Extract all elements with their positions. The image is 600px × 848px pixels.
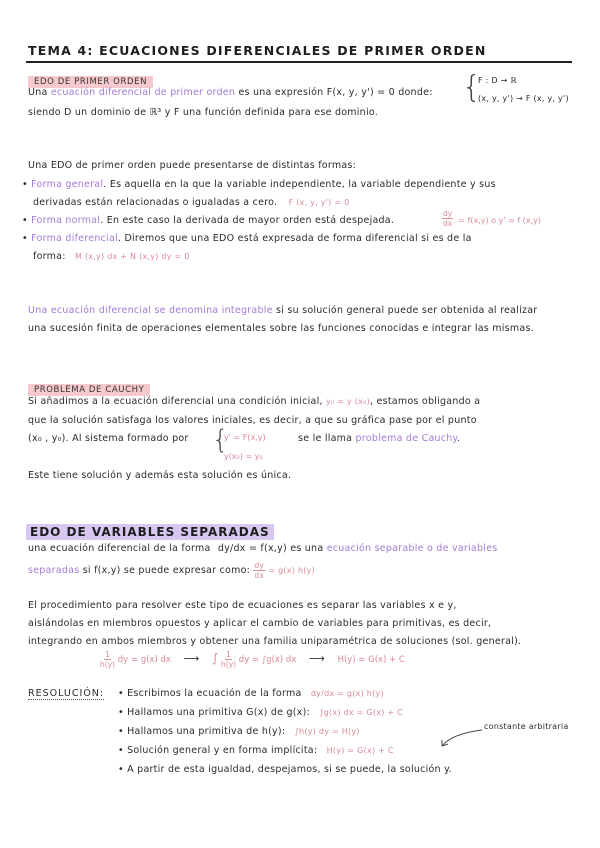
fraction-numerator: 1 — [226, 650, 231, 659]
forma-general-text: . Es aquella en la que la variable independiente, la variable dependiente y sus — [103, 179, 496, 190]
cauchy-line4: Este tiene solución y además esta solución es única. — [28, 470, 292, 481]
annotation-constante-arbitraria: constante arbitraria — [484, 722, 569, 731]
step-2 — [118, 707, 403, 718]
fraction-1-over-hy — [100, 650, 115, 669]
equation-step3: H(y) = G(x) + C — [337, 655, 405, 665]
fraction-denominator: h(y) — [100, 660, 116, 669]
cauchy-line3-start: (x₀ , y₀). Al sistema formado por — [28, 433, 189, 444]
step-formula: H(y) = G(x) + C — [326, 746, 394, 755]
s1-line1-start: Una — [28, 87, 48, 98]
separation-equation — [100, 650, 405, 669]
section-heading-variables-separadas — [26, 521, 274, 540]
resolucion-label-text: RESOLUCIÓN: — [28, 688, 105, 699]
arrow-icon: ⟶ — [309, 652, 325, 665]
fraction-dy-dx — [442, 209, 453, 228]
cauchy-line1-end: , estamos obligando a — [369, 396, 481, 407]
bullet-forma-normal — [22, 215, 394, 226]
cauchy-line3-end — [298, 433, 460, 444]
separadas-line2-text: si f(x,y) se puede expresar como: — [82, 565, 251, 576]
procedure-line1: El procedimiento para resolver este tipo de ecuaciones es separar las variables x e y, — [28, 600, 457, 611]
cauchy-line1 — [28, 396, 480, 407]
fraction-numerator: dy — [443, 209, 453, 218]
forma-general-line2 — [33, 197, 349, 208]
s1-line2: siendo D un dominio de ℝ³ y F una función definida para ese dominio. — [28, 107, 379, 118]
term-forma-general: Forma general — [31, 179, 104, 190]
title-underline — [26, 61, 572, 63]
formula-forma-diferencial: M (x,y) dx + N (x,y) dy = 0 — [74, 252, 190, 261]
heading-text: EDO DE PRIMER ORDEN — [28, 76, 153, 88]
procedure-line2: aislándolas en miembros opuestos y aplicar el cambio de variables para primitivas, es decir, — [28, 618, 492, 629]
page-title: TEMA 4: ECUACIONES DIFERENCIALES DE PRIMER ORDEN — [28, 43, 487, 58]
term-forma-diferencial: Forma diferencial — [31, 233, 118, 244]
step-4 — [118, 745, 394, 756]
forma-general-line2-text: derivadas están relacionadas o igualadas a cero. — [33, 197, 278, 208]
separadas-line1 — [28, 543, 497, 554]
cauchy-line1-start: Si añadimos a la ecuación diferencial una condición inicial, — [28, 396, 323, 407]
bullet-dot: • — [22, 233, 28, 244]
integrable-line2: una sucesión finita de operaciones elementales sobre las funciones conocidas e integrar las mismas. — [28, 323, 534, 334]
step-1 — [118, 688, 384, 699]
term-edo-primer-orden: ecuación diferencial de primer orden — [50, 87, 236, 98]
equation-step1: dy = g(x) dx — [117, 655, 171, 665]
term-integrable: Una ecuación diferencial se denomina integrable — [28, 305, 273, 316]
separable-equation: = g(x) h(y) — [268, 566, 315, 575]
step-formula: dy/dx = g(x) h(y) — [310, 689, 384, 698]
equation-step2: dy = ∫g(x) dx — [238, 655, 297, 665]
bullet-forma-diferencial — [22, 233, 472, 244]
fraction-dy-dx — [253, 561, 265, 580]
forms-intro: Una EDO de primer orden puede presentarse de distintas formas: — [28, 160, 357, 171]
system-eq1: y' = F(x,y) — [224, 433, 266, 442]
formula-separable — [253, 561, 315, 580]
heading-text: PROBLEMA DE CAUCHY — [28, 384, 150, 396]
fraction-denominator: h(y) — [221, 660, 237, 669]
term-separadas: separadas — [28, 565, 80, 576]
cauchy-line2: que la solución satisfaga los valores iniciales, es decir, a que su gráfica pase por el punto — [28, 415, 477, 426]
bullet-dot: • — [118, 764, 124, 775]
dy-dx-slash: dy/dx — [217, 543, 246, 554]
separadas-line2 — [28, 561, 315, 580]
section-heading-edo-primer-orden — [28, 69, 153, 88]
heading-text: EDO DE VARIABLES SEPARADAS — [26, 524, 274, 540]
step-formula: ∫h(y) dy = H(y) — [294, 727, 360, 736]
bullet-dot: • — [118, 726, 124, 737]
term-forma-normal: Forma normal — [31, 215, 101, 226]
section-heading-cauchy — [28, 377, 150, 396]
bullet-dot: • — [22, 179, 28, 190]
arrow-icon: ⟶ — [183, 652, 200, 665]
system-eq2: y(x₀) = y₀ — [224, 452, 263, 461]
s1-line1 — [28, 87, 433, 98]
term-ecuacion-separable: ecuación separable o de variables — [326, 543, 498, 554]
formula-initial-condition: y₀ = y (x₀) — [326, 397, 370, 406]
bullet-dot: • — [118, 745, 124, 756]
cauchy-label-text: se le llama — [298, 433, 353, 444]
step-text: Hallamos una primitiva G(x) de g(x): — [127, 707, 310, 718]
forma-diferencial-label: forma: — [33, 251, 66, 262]
step-text: Hallamos una primitiva de h(y): — [127, 726, 286, 737]
step-text: A partir de esta igualdad, despejamos, si se puede, la solución y. — [127, 764, 452, 775]
s1-line1-end: es una expresión F(x, y, y') = 0 donde: — [238, 87, 433, 98]
fraction-numerator: dy — [254, 561, 265, 570]
resolucion-label — [28, 688, 104, 699]
formula-forma-general: F (x, y, y') = 0 — [288, 198, 350, 207]
forma-normal-text: . En este caso la derivada de mayor orden está despejada. — [100, 215, 395, 226]
forma-diferencial-line2 — [33, 251, 190, 262]
step-5 — [118, 764, 452, 775]
term-problema-cauchy: problema de Cauchy — [355, 433, 458, 444]
separadas-line1-mid: = f(x,y) es una — [248, 543, 324, 554]
step-text: Escribimos la ecuación de la forma — [127, 688, 302, 699]
bullet-dot: • — [118, 707, 124, 718]
system-brace: { — [212, 425, 229, 455]
fraction-numerator: 1 — [105, 650, 110, 659]
procedure-line3: integrando en ambos miembros y obtener una familia uniparamétrica de soluciones (sol. general). — [28, 636, 522, 647]
step-text: Solución general y en forma implícita: — [127, 745, 318, 756]
separadas-line1-start: una ecuación diferencial de la forma — [28, 543, 211, 554]
step-3 — [118, 726, 360, 737]
cauchy-period: . — [457, 433, 461, 444]
integrable-line1 — [28, 305, 537, 316]
step-formula: ∫g(x) dx = G(x) + C — [319, 708, 403, 717]
annotation-arrow-icon — [436, 726, 486, 750]
fraction-1-over-hy — [221, 650, 236, 669]
fraction-denominator: dx — [443, 219, 453, 228]
definition-line2: (x, y, y') → F (x, y, y') — [478, 94, 569, 103]
formula-forma-normal — [442, 208, 541, 228]
integral-sign: ∫ — [212, 651, 219, 665]
bullet-dot: • — [22, 215, 28, 226]
fraction-denominator: dx — [254, 571, 265, 580]
integrable-text: si su solución general puede ser obtenida al realizar — [272, 305, 538, 316]
definition-brace: { — [462, 70, 482, 105]
forma-normal-equation: = f(x,y) o y' = f (x,y) — [458, 216, 541, 225]
bullet-dot: • — [118, 688, 124, 699]
bullet-forma-general — [22, 179, 496, 190]
forma-diferencial-text: . Diremos que una EDO está expresada de forma diferencial si es de la — [117, 233, 472, 244]
definition-line1: F : D → ℝ — [478, 76, 517, 85]
